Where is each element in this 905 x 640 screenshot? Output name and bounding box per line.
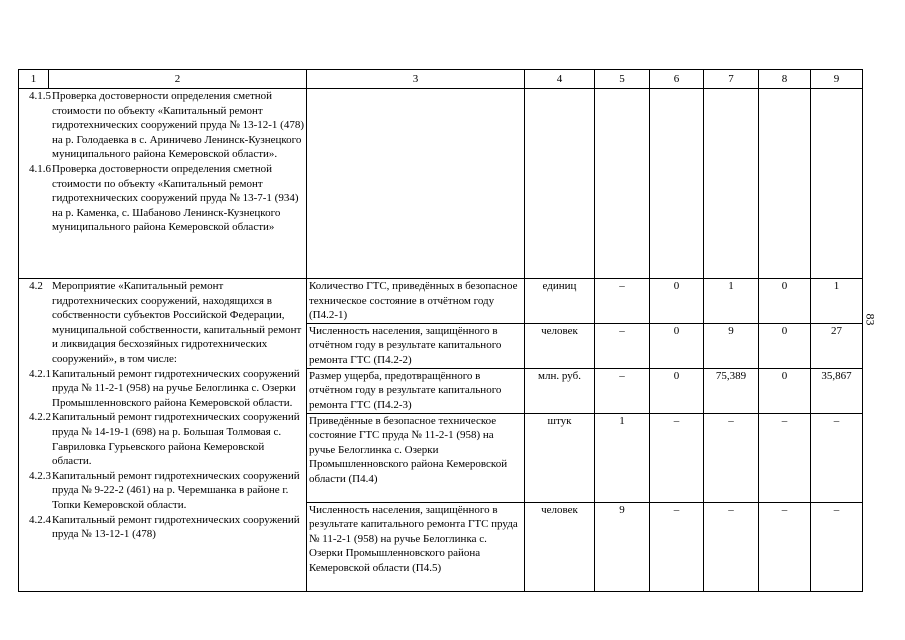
indicator-value: 75,389 bbox=[704, 368, 759, 413]
indicator-value: – bbox=[759, 502, 811, 591]
table-row bbox=[19, 89, 863, 279]
indicator-value: 35,867 bbox=[811, 368, 863, 413]
indicator-name: Размер ущерба, предотвращённого в отчётном году в результате капитального ремонта ГТС (П4.2-3) bbox=[307, 368, 525, 413]
measure-4-2-2 bbox=[21, 410, 304, 468]
measure-number: 4.2.1 bbox=[29, 367, 51, 380]
indicator-name: Приведённые в безопасное техническое состояние ГТС пруда № 11-2-1 (958) на ручье Белоглинка с. Озерки Промышленновского района Кемеровской области (П4.4) bbox=[307, 413, 525, 502]
indicator-value: 1 bbox=[595, 413, 650, 502]
column-header: 6 bbox=[650, 70, 704, 89]
measure-text: Капитальный ремонт гидротехнических сооружений пруда № 11-2-1 (958) на ручье Белоглинка с. Озерки Промышленновского района Кемеровской области. bbox=[52, 367, 300, 409]
measure-text: Мероприятие «Капитальный ремонт гидротехнических сооружений, находящихся в собственности субъектов Российской Федерации, муниципальной собственности, капитальный ремонт и ликвидация бесхозяйных гидротехнических сооружений», в том числе: bbox=[52, 280, 302, 365]
column-header: 8 bbox=[759, 70, 811, 89]
indicator-value: 0 bbox=[650, 368, 704, 413]
empty-cell bbox=[650, 89, 704, 279]
measure-4-2-1 bbox=[21, 367, 304, 411]
empty-cell bbox=[307, 89, 525, 279]
column-header: 5 bbox=[595, 70, 650, 89]
measure-4-2-3 bbox=[21, 469, 304, 513]
table-row bbox=[19, 279, 863, 324]
indicator-value: – bbox=[595, 323, 650, 368]
measures-table bbox=[18, 69, 863, 592]
measure-text: Капитальный ремонт гидротехнических сооружений пруда № 9-22-2 (461) на р. Черемшанка в районе г. Топки Кемеровской области. bbox=[52, 469, 300, 511]
measure-text: Капитальный ремонт гидротехнических сооружений пруда № 14-19-1 (698) на р. Большая Толмовая с. Гавриловка Гурьевского района Кемеровской области. bbox=[52, 411, 300, 468]
indicator-value: 0 bbox=[650, 279, 704, 324]
column-header: 7 bbox=[704, 70, 759, 89]
column-header: 3 bbox=[307, 70, 525, 89]
program-table-page bbox=[18, 69, 862, 592]
measure-cell bbox=[19, 89, 307, 279]
indicator-value: 1 bbox=[704, 279, 759, 324]
measure-number: 4.2.2 bbox=[29, 411, 51, 424]
empty-cell bbox=[759, 89, 811, 279]
indicator-name: Численность населения, защищённого в отчётном году в результате капитального ремонта ГТС (П4.2-2) bbox=[307, 323, 525, 368]
empty-cell bbox=[704, 89, 759, 279]
measure-text: Проверка достоверности определения сметной стоимости по объекту «Капитальный ремонт гидротехнических сооружений пруда № 13-7-1 (934) на р. Каменка, с. Шабаново Ленинск-Кузнецкого муниципального района Кемеровской области» bbox=[52, 162, 299, 234]
measure-number: 4.1.6 bbox=[29, 162, 51, 175]
measure-number: 4.1.5 bbox=[29, 90, 51, 102]
indicator-value: 9 bbox=[704, 323, 759, 368]
empty-cell bbox=[595, 89, 650, 279]
column-header: 2 bbox=[49, 70, 307, 89]
indicator-value: – bbox=[704, 413, 759, 502]
empty-cell bbox=[525, 89, 595, 279]
column-header: 9 bbox=[811, 70, 863, 89]
column-header: 4 bbox=[525, 70, 595, 89]
measure-text: Капитальный ремонт гидротехнических сооружений пруда № 13-12-1 (478) bbox=[52, 513, 300, 541]
indicator-value: 9 bbox=[595, 502, 650, 591]
indicator-value: – bbox=[595, 279, 650, 324]
measure-text: Проверка достоверности определения сметной стоимости по объекту «Капитальный ремонт гидротехнических сооружений пруда № 13-12-1 (478) на р. Голодаевка в с. Ариничево Ленинск-Кузнецкого муниципального района Кемеровской области». bbox=[52, 90, 304, 161]
measure-number: 4.2 bbox=[29, 280, 43, 292]
measure-4-2-4 bbox=[21, 513, 304, 542]
page-number: 83 bbox=[863, 313, 878, 326]
indicator-value: – bbox=[595, 368, 650, 413]
indicator-value: – bbox=[811, 413, 863, 502]
measure-4-2 bbox=[21, 279, 304, 367]
indicator-value: – bbox=[811, 502, 863, 591]
measure-number: 4.2.4 bbox=[29, 513, 51, 526]
indicator-value: – bbox=[704, 502, 759, 591]
indicator-value: – bbox=[759, 413, 811, 502]
column-number-row bbox=[19, 70, 863, 89]
indicator-unit: человек bbox=[525, 502, 595, 591]
indicator-value: 0 bbox=[759, 323, 811, 368]
indicator-value: 0 bbox=[759, 368, 811, 413]
measure-number: 4.2.3 bbox=[29, 469, 51, 482]
indicator-name: Количество ГТС, приведённых в безопасное техническое состояние в отчётном году (П4.2-1) bbox=[307, 279, 525, 324]
measure-cell bbox=[19, 279, 307, 592]
indicator-unit: млн. руб. bbox=[525, 368, 595, 413]
column-header: 1 bbox=[19, 70, 49, 89]
measure-4-1-6 bbox=[21, 162, 304, 235]
indicator-unit: единиц bbox=[525, 279, 595, 324]
indicator-unit: штук bbox=[525, 413, 595, 502]
indicator-unit: человек bbox=[525, 323, 595, 368]
indicator-value: 0 bbox=[759, 279, 811, 324]
indicator-value: – bbox=[650, 413, 704, 502]
indicator-value: 0 bbox=[650, 323, 704, 368]
indicator-value: 27 bbox=[811, 323, 863, 368]
empty-cell bbox=[811, 89, 863, 279]
indicator-name: Численность населения, защищённого в результате капитального ремонта ГТС пруда № 11-2-1 (958) на ручье Белоглинка с. Озерки Промышленновского района Кемеровской области (П4.5) bbox=[307, 502, 525, 591]
measure-4-1-5 bbox=[21, 89, 304, 162]
indicator-value: 1 bbox=[811, 279, 863, 324]
indicator-value: – bbox=[650, 502, 704, 591]
